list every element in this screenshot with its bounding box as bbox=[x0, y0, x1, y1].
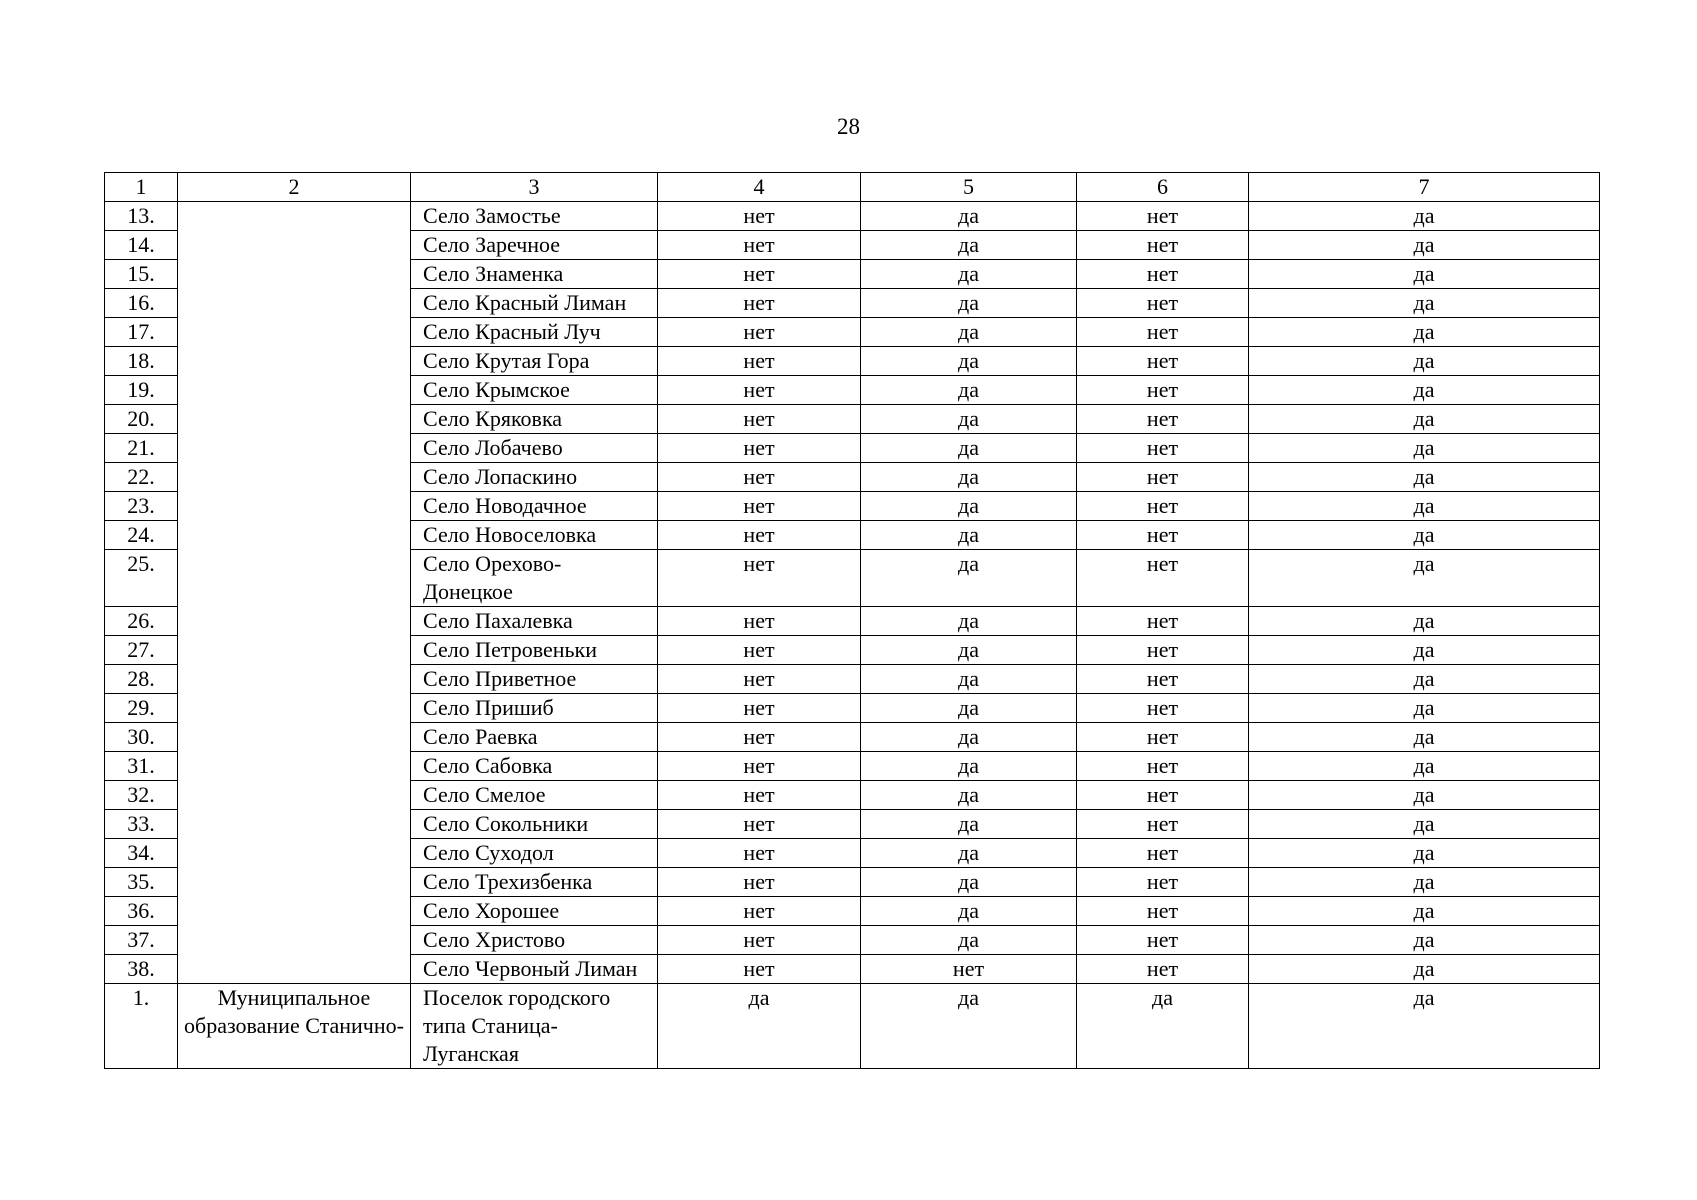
settlements-table bbox=[104, 172, 1600, 1069]
row-number: 20. bbox=[105, 405, 178, 434]
value-col-4: нет bbox=[658, 550, 861, 607]
value-col-6: нет bbox=[1077, 463, 1249, 492]
value-col-5: да bbox=[861, 723, 1077, 752]
value-col-5: да bbox=[861, 318, 1077, 347]
settlement-name: Село Красный Лиман bbox=[411, 289, 658, 318]
settlement-name: Село Трехизбенка bbox=[411, 868, 658, 897]
value-col-7: да bbox=[1249, 868, 1600, 897]
value-col-5: да bbox=[861, 810, 1077, 839]
row-number: 23. bbox=[105, 492, 178, 521]
value-col-7: да bbox=[1249, 463, 1600, 492]
value-col-5: да bbox=[861, 492, 1077, 521]
row-number: 22. bbox=[105, 463, 178, 492]
value-col-6: нет bbox=[1077, 694, 1249, 723]
settlement-name: Поселок городского типа Станица-Луганская bbox=[411, 984, 658, 1069]
value-col-6: нет bbox=[1077, 521, 1249, 550]
value-col-7: да bbox=[1249, 723, 1600, 752]
value-col-7: да bbox=[1249, 231, 1600, 260]
value-col-5: нет bbox=[861, 955, 1077, 984]
value-col-7: да bbox=[1249, 607, 1600, 636]
value-col-6: нет bbox=[1077, 752, 1249, 781]
value-col-5: да bbox=[861, 897, 1077, 926]
settlement-name: Село Раевка bbox=[411, 723, 658, 752]
value-col-6: нет bbox=[1077, 376, 1249, 405]
value-col-5: да bbox=[861, 752, 1077, 781]
settlement-name: Село Сабовка bbox=[411, 752, 658, 781]
value-col-5: да bbox=[861, 781, 1077, 810]
value-col-6: нет bbox=[1077, 231, 1249, 260]
header-col-5: 5 bbox=[861, 173, 1077, 202]
settlement-name: Село Приветное bbox=[411, 665, 658, 694]
row-number: 26. bbox=[105, 607, 178, 636]
value-col-6: нет bbox=[1077, 839, 1249, 868]
value-col-7: да bbox=[1249, 810, 1600, 839]
value-col-5: да bbox=[861, 260, 1077, 289]
value-col-5: да bbox=[861, 607, 1077, 636]
row-number: 24. bbox=[105, 521, 178, 550]
value-col-5: да bbox=[861, 434, 1077, 463]
value-col-4: нет bbox=[658, 636, 861, 665]
row-number: 14. bbox=[105, 231, 178, 260]
value-col-7: да bbox=[1249, 550, 1600, 607]
value-col-5: да bbox=[861, 984, 1077, 1069]
row-number: 31. bbox=[105, 752, 178, 781]
value-col-6: нет bbox=[1077, 723, 1249, 752]
value-col-7: да bbox=[1249, 781, 1600, 810]
value-col-7: да bbox=[1249, 839, 1600, 868]
value-col-7: да bbox=[1249, 752, 1600, 781]
value-col-7: да bbox=[1249, 897, 1600, 926]
value-col-4: нет bbox=[658, 318, 861, 347]
value-col-7: да bbox=[1249, 347, 1600, 376]
value-col-6: нет bbox=[1077, 665, 1249, 694]
page-number: 28 bbox=[837, 114, 860, 139]
row-number: 13. bbox=[105, 202, 178, 231]
value-col-5: да bbox=[861, 694, 1077, 723]
value-col-4: нет bbox=[658, 231, 861, 260]
settlement-name: Село Христово bbox=[411, 926, 658, 955]
table-body bbox=[105, 173, 1600, 1069]
settlement-name: Село Петровеньки bbox=[411, 636, 658, 665]
settlement-name: Село Лобачево bbox=[411, 434, 658, 463]
value-col-7: да bbox=[1249, 636, 1600, 665]
settlement-name: Село Хорошее bbox=[411, 897, 658, 926]
value-col-4: нет bbox=[658, 521, 861, 550]
value-col-7: да bbox=[1249, 955, 1600, 984]
settlement-name: Село Червоный Лиман bbox=[411, 955, 658, 984]
settlement-name: Село Новодачное bbox=[411, 492, 658, 521]
value-col-5: да bbox=[861, 926, 1077, 955]
row-number: 28. bbox=[105, 665, 178, 694]
table-row-municipality bbox=[105, 984, 1600, 1069]
value-col-6: нет bbox=[1077, 868, 1249, 897]
settlement-name: Село Крутая Гора bbox=[411, 347, 658, 376]
value-col-5: да bbox=[861, 521, 1077, 550]
value-col-6: нет bbox=[1077, 955, 1249, 984]
settlement-name: Село Суходол bbox=[411, 839, 658, 868]
value-col-7: да bbox=[1249, 202, 1600, 231]
settlement-name: Село Кряковка bbox=[411, 405, 658, 434]
value-col-7: да bbox=[1249, 376, 1600, 405]
row-number: 38. bbox=[105, 955, 178, 984]
value-col-5: да bbox=[861, 868, 1077, 897]
value-col-6: нет bbox=[1077, 897, 1249, 926]
value-col-7: да bbox=[1249, 434, 1600, 463]
value-col-6: нет bbox=[1077, 405, 1249, 434]
value-col-6: нет bbox=[1077, 607, 1249, 636]
settlement-name: Село Смелое bbox=[411, 781, 658, 810]
settlement-name: Село Замостье bbox=[411, 202, 658, 231]
value-col-4: нет bbox=[658, 347, 861, 376]
municipality-cell-empty bbox=[178, 202, 411, 984]
value-col-7: да bbox=[1249, 984, 1600, 1069]
row-number: 18. bbox=[105, 347, 178, 376]
value-col-4: нет bbox=[658, 781, 861, 810]
value-col-6: нет bbox=[1077, 781, 1249, 810]
value-col-7: да bbox=[1249, 405, 1600, 434]
value-col-5: да bbox=[861, 665, 1077, 694]
value-col-6: нет bbox=[1077, 926, 1249, 955]
value-col-6: нет bbox=[1077, 289, 1249, 318]
value-col-7: да bbox=[1249, 521, 1600, 550]
value-col-5: да bbox=[861, 289, 1077, 318]
settlement-name: Село Новоселовка bbox=[411, 521, 658, 550]
settlement-name: Село Пришиб bbox=[411, 694, 658, 723]
row-number: 37. bbox=[105, 926, 178, 955]
row-number: 25. bbox=[105, 550, 178, 607]
value-col-7: да bbox=[1249, 318, 1600, 347]
table-header-row bbox=[105, 173, 1600, 202]
value-col-7: да bbox=[1249, 289, 1600, 318]
value-col-4: да bbox=[658, 984, 861, 1069]
value-col-7: да bbox=[1249, 694, 1600, 723]
value-col-4: нет bbox=[658, 607, 861, 636]
value-col-5: да bbox=[861, 347, 1077, 376]
value-col-7: да bbox=[1249, 926, 1600, 955]
value-col-6: нет bbox=[1077, 434, 1249, 463]
value-col-5: да bbox=[861, 463, 1077, 492]
value-col-4: нет bbox=[658, 810, 861, 839]
value-col-5: да bbox=[861, 202, 1077, 231]
value-col-6: нет bbox=[1077, 636, 1249, 665]
header-col-2: 2 bbox=[178, 173, 411, 202]
value-col-4: нет bbox=[658, 202, 861, 231]
header-col-3: 3 bbox=[411, 173, 658, 202]
value-col-7: да bbox=[1249, 492, 1600, 521]
value-col-4: нет bbox=[658, 405, 861, 434]
value-col-5: да bbox=[861, 405, 1077, 434]
value-col-5: да bbox=[861, 550, 1077, 607]
row-number: 21. bbox=[105, 434, 178, 463]
value-col-4: нет bbox=[658, 492, 861, 521]
row-number: 17. bbox=[105, 318, 178, 347]
value-col-4: нет bbox=[658, 463, 861, 492]
settlement-name: Село Пахалевка bbox=[411, 607, 658, 636]
value-col-6: нет bbox=[1077, 550, 1249, 607]
value-col-6: нет bbox=[1077, 810, 1249, 839]
row-number: 16. bbox=[105, 289, 178, 318]
value-col-4: нет bbox=[658, 926, 861, 955]
value-col-6: нет bbox=[1077, 318, 1249, 347]
value-col-4: нет bbox=[658, 955, 861, 984]
value-col-6: нет bbox=[1077, 202, 1249, 231]
row-number: 27. bbox=[105, 636, 178, 665]
row-number: 1. bbox=[105, 984, 178, 1069]
value-col-6: нет bbox=[1077, 492, 1249, 521]
row-number: 30. bbox=[105, 723, 178, 752]
row-number: 15. bbox=[105, 260, 178, 289]
value-col-7: да bbox=[1249, 665, 1600, 694]
value-col-4: нет bbox=[658, 694, 861, 723]
settlement-name: Село Крымское bbox=[411, 376, 658, 405]
settlement-name: Село Знаменка bbox=[411, 260, 658, 289]
value-col-4: нет bbox=[658, 434, 861, 463]
value-col-4: нет bbox=[658, 897, 861, 926]
row-number: 19. bbox=[105, 376, 178, 405]
value-col-6: нет bbox=[1077, 347, 1249, 376]
municipality-name: Муниципальное образование Станично- bbox=[178, 984, 411, 1069]
value-col-6: нет bbox=[1077, 260, 1249, 289]
table-row bbox=[105, 202, 1600, 231]
value-col-4: нет bbox=[658, 723, 861, 752]
settlement-name: Село Заречное bbox=[411, 231, 658, 260]
value-col-4: нет bbox=[658, 376, 861, 405]
value-col-4: нет bbox=[658, 839, 861, 868]
value-col-5: да bbox=[861, 376, 1077, 405]
value-col-5: да bbox=[861, 636, 1077, 665]
row-number: 35. bbox=[105, 868, 178, 897]
header-col-7: 7 bbox=[1249, 173, 1600, 202]
row-number: 33. bbox=[105, 810, 178, 839]
header-col-6: 6 bbox=[1077, 173, 1249, 202]
value-col-4: нет bbox=[658, 289, 861, 318]
settlement-name: Село Лопаскино bbox=[411, 463, 658, 492]
row-number: 29. bbox=[105, 694, 178, 723]
value-col-6: да bbox=[1077, 984, 1249, 1069]
value-col-4: нет bbox=[658, 260, 861, 289]
settlement-name: Село Орехово-Донецкое bbox=[411, 550, 658, 607]
settlement-name: Село Красный Луч bbox=[411, 318, 658, 347]
value-col-7: да bbox=[1249, 260, 1600, 289]
header-col-1: 1 bbox=[105, 173, 178, 202]
row-number: 36. bbox=[105, 897, 178, 926]
value-col-4: нет bbox=[658, 665, 861, 694]
value-col-5: да bbox=[861, 231, 1077, 260]
value-col-4: нет bbox=[658, 868, 861, 897]
header-col-4: 4 bbox=[658, 173, 861, 202]
settlement-name: Село Сокольники bbox=[411, 810, 658, 839]
row-number: 34. bbox=[105, 839, 178, 868]
value-col-5: да bbox=[861, 839, 1077, 868]
value-col-4: нет bbox=[658, 752, 861, 781]
row-number: 32. bbox=[105, 781, 178, 810]
